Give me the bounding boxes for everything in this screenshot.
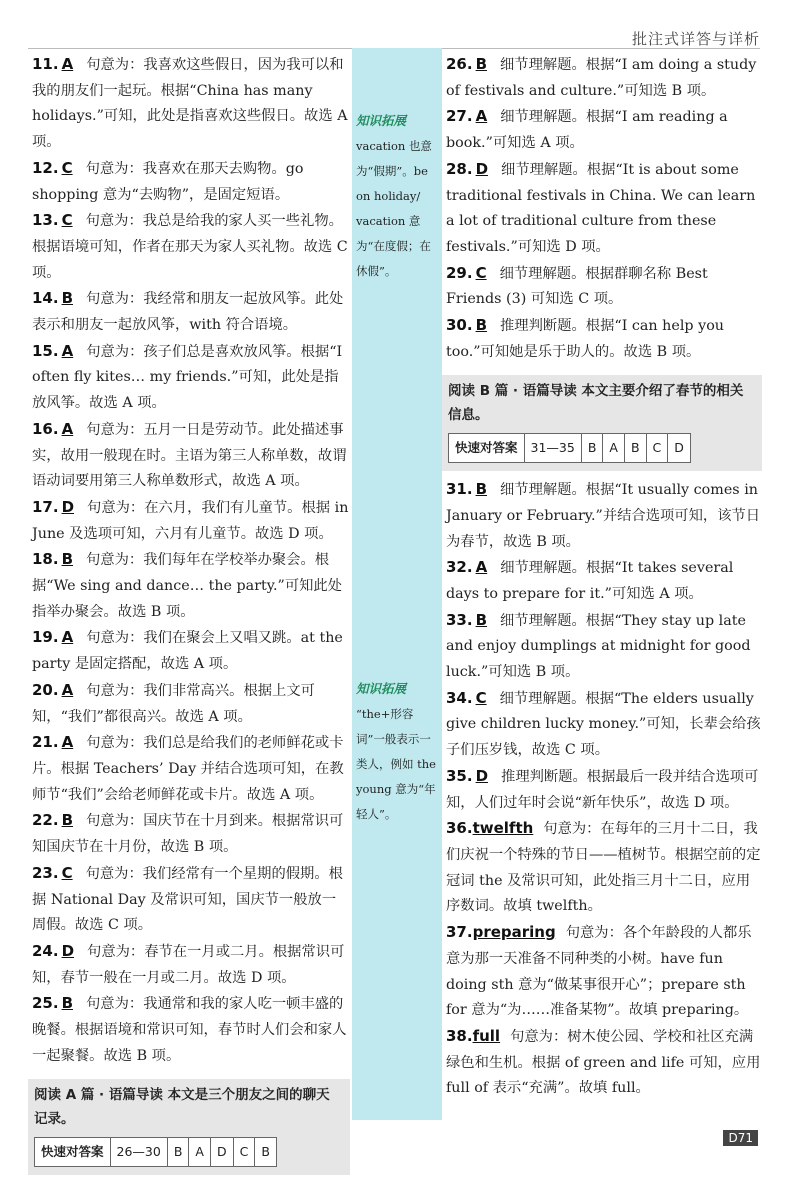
answer-key: B [61, 994, 74, 1013]
explanation-text: 句意为：我们总是给我们的老师鲜花或卡片。根据 Teachers’ Day 并结合选项可知，在教师节“我们”会给老师鲜花或卡片。故选 A 项。 [32, 735, 344, 803]
answer-key: B [475, 316, 488, 335]
answer-key: D [475, 766, 489, 785]
question-number: 30. [446, 316, 473, 335]
answer-item [446, 686, 762, 764]
answer-key: B [475, 480, 488, 499]
left-answer-list [32, 52, 350, 1069]
reading-a-title: 阅读 A 篇 · 语篇导读 本文是三个朋友之间的聊天记录。 [34, 1087, 330, 1128]
answer-item [32, 730, 350, 808]
answer-item [32, 417, 350, 495]
answer-key: B [475, 610, 488, 629]
answer-key: A [61, 341, 74, 360]
answer-item [32, 625, 350, 677]
reading-a-box [28, 1079, 350, 1175]
question-number: 36. [446, 819, 473, 838]
reading-b-box [442, 375, 762, 471]
question-number: 14. [32, 289, 59, 308]
question-number: 26. [446, 55, 473, 73]
note-tag: 知识拓展 [356, 681, 407, 696]
question-number: 27. [446, 107, 473, 126]
answer-item [32, 991, 350, 1069]
answer-item [446, 261, 762, 313]
explanation-text: 句意为：树木使公园、学校和社区充满绿色和生机。根据 of green and life 可知，应用 full of 表示“充满”。故填 full。 [446, 1028, 761, 1097]
answer-item [32, 286, 350, 338]
answer-item [32, 861, 350, 939]
answer-range: 31—35 [524, 434, 581, 463]
answer-cell: C [646, 434, 668, 463]
answer-cell: A [603, 434, 625, 463]
explanation-text: 细节理解题。根据群聊名称 Best Friends (3) 可知选 C 项。 [446, 265, 708, 308]
answer-key: B [475, 55, 488, 73]
explanation-text: 句意为：我们经常有一个星期的假期。根据 National Day 及常识可知，国庆节一般放一周假。故选 C 项。 [32, 865, 343, 934]
answer-item [32, 939, 350, 991]
answer-key: C [61, 158, 73, 177]
answer-item [446, 764, 762, 816]
answer-item [32, 208, 350, 286]
question-number: 32. [446, 558, 473, 577]
answer-key: A [475, 107, 488, 126]
answer-item [446, 920, 762, 1024]
answer-key: D [61, 941, 75, 960]
explanation-text: 句意为：我通常和我的家人吃一顿丰盛的晚餐。根据语境和常识可知，春节时人们会和家人一起聚餐。故选 B 项。 [32, 996, 347, 1064]
explanation-text: 句意为：我喜欢在那天去购物。go shopping 意为“去购物”，是固定短语。 [32, 160, 304, 203]
explanation-text: 推理判断题。根据最后一段并结合选项可知，人们过年时会说“新年快乐”，故选 D 项。 [446, 768, 759, 811]
explanation-text: 细节理解题。根据“It is about some traditional festivals in China. We can learn a lot of traditional culture from these festivals.”可知选 D 项。 [446, 161, 756, 255]
answer-key: A [61, 419, 74, 438]
reading-b-answer-table [448, 433, 691, 463]
answer-key: C [61, 211, 73, 230]
question-number: 34. [446, 688, 473, 707]
explanation-text: 细节理解题。根据“The elders usually give children lucky money.”可知，长辈会给孩子们压岁钱，故选 C 项。 [446, 690, 761, 759]
question-number: 18. [32, 550, 59, 569]
explanation-text: 句意为：我经常和朋友一起放风筝。此处表示和朋友一起放风筝，with 符合语境。 [32, 291, 344, 334]
answer-key: full [472, 1026, 501, 1045]
answer-key: A [61, 55, 74, 73]
answer-cell: B [167, 1138, 189, 1167]
answer-item [446, 104, 762, 156]
note-text: vacation 也意为“假期”。be on holiday/ vacation 意为“在度假；在休假”。 [356, 139, 432, 278]
answer-item [32, 678, 350, 730]
answer-key: C [475, 688, 487, 707]
question-number: 33. [446, 610, 473, 629]
answer-item [446, 477, 762, 555]
question-number: 13. [32, 211, 59, 230]
explanation-text: 句意为：我们非常高兴。根据上文可知，“我们”都很高兴。故选 A 项。 [32, 682, 315, 725]
question-number: 25. [32, 994, 59, 1013]
explanation-text: 句意为：在每年的三月十二日，我们庆祝一个特殊的节日——植树节。根据空前的定冠词 the 及常识可知，此处指三月十二日，应用序数词。故填 twelfth。 [446, 821, 761, 915]
question-number: 24. [32, 941, 59, 960]
explanation-text: 细节理解题。根据“It takes several days to prepare for it.”可知选 A 项。 [446, 560, 734, 602]
answer-item [446, 157, 762, 261]
explanation-text: 句意为：各个年龄段的人都乐意为那一天准备不同种类的小树。have fun doing sth 意为“做某事很开心”；prepare sth for 意为“为……准备某物”。故填 preparing。 [446, 925, 752, 1019]
explanation-text: 句意为：孩子们总是喜欢放风筝。根据“I often fly kites… my friends.”可知，此处是指放风筝。故选 A 项。 [32, 343, 343, 412]
explanation-text: 推理判断题。根据“I can help you too.”可知她是乐于助人的。故选 B 项。 [446, 318, 725, 360]
question-number: 22. [32, 811, 59, 830]
answer-cell: C [233, 1138, 255, 1167]
answer-cell: A [189, 1138, 211, 1167]
question-number: 12. [32, 158, 59, 177]
answer-key: B [61, 811, 74, 830]
quick-answer-label: 快速对答案 [449, 434, 525, 463]
question-number: 31. [446, 480, 473, 499]
question-number: 21. [32, 733, 59, 752]
explanation-text: 句意为：在六月，我们有儿童节。根据 in June 及选项可知，六月有儿童节。故选 D 项。 [32, 499, 349, 542]
note-text: “the+形容词”一般表示一类人，例如 the young 意为“年轻人”。 [356, 707, 436, 821]
explanation-text: 句意为：国庆节在十月到来。根据常识可知国庆节在十月份，故选 B 项。 [32, 813, 344, 856]
explanation-text: 细节理解题。根据“I am reading a book.”可知选 A 项。 [446, 109, 728, 152]
answer-key: preparing [472, 923, 556, 942]
right-answer-list-2 [446, 477, 762, 1102]
answer-item [32, 547, 350, 625]
reading-a-answer-table [34, 1137, 277, 1167]
answer-item [446, 816, 762, 920]
answer-item [446, 313, 762, 365]
question-number: 11. [32, 55, 59, 73]
answer-item [446, 608, 762, 686]
answer-key: C [475, 263, 487, 282]
explanation-text: 句意为：五月一日是劳动节。此处描述事实，故用一般现在时。主语为第三人称单数，故谓语动词要用第三人称单数形式，故选 A 项。 [32, 421, 347, 490]
question-number: 35. [446, 766, 473, 785]
question-number: 38. [446, 1026, 473, 1045]
answer-key: A [61, 680, 74, 699]
explanation-text: 句意为：我总是给我的家人买一些礼物。根据语境可知，作者在那天为家人买礼物。故选 C 项。 [32, 213, 348, 281]
answer-item [32, 339, 350, 417]
answer-item [32, 52, 350, 156]
question-number: 19. [32, 628, 59, 647]
answer-key: D [61, 497, 75, 516]
answer-cell: B [624, 434, 646, 463]
answer-item [32, 156, 350, 208]
explanation-text: 细节理解题。根据“I am doing a study of festivals and culture.”可知选 B 项。 [446, 57, 757, 99]
knowledge-note-2 [356, 676, 440, 827]
explanation-text: 句意为：我们每年在学校举办聚会。根据“We sing and dance… the party.”可知此处指举办聚会。故选 B 项。 [32, 552, 343, 620]
explanation-text: 细节理解题。根据“They stay up late and enjoy dumplings at midnight for good luck.”可知选 B 项。 [446, 612, 751, 681]
question-number: 17. [32, 497, 59, 516]
question-number: 37. [446, 923, 473, 942]
answer-key: A [61, 628, 74, 647]
question-number: 29. [446, 263, 473, 282]
left-column [32, 52, 350, 1181]
explanation-text: 句意为：春节在一月或二月。根据常识可知，春节一般在一月或二月。故选 D 项。 [32, 943, 345, 986]
right-column [446, 52, 762, 1102]
answer-item [32, 808, 350, 860]
quick-answer-label: 快速对答案 [35, 1138, 111, 1167]
answer-key: B [61, 289, 74, 308]
explanation-text: 句意为：我们在聚会上又唱又跳。at the party 是固定搭配，故选 A 项。 [32, 630, 343, 673]
answer-key: D [475, 159, 489, 178]
question-number: 16. [32, 419, 59, 438]
answer-item [446, 555, 762, 607]
answer-item [32, 495, 350, 547]
question-number: 20. [32, 680, 59, 699]
question-number: 28. [446, 159, 473, 178]
answer-item [446, 52, 762, 104]
page-number: D71 [723, 1130, 758, 1146]
answer-range: 26—30 [110, 1138, 167, 1167]
answer-key: A [475, 558, 488, 577]
explanation-text: 细节理解题。根据“It usually comes in January or February.”并结合选项可知，该节日为春节，故选 B 项。 [446, 482, 761, 550]
reading-b-title: 阅读 B 篇 · 语篇导读 本文主要介绍了春节的相关信息。 [448, 383, 744, 424]
knowledge-note-1 [356, 108, 440, 284]
answer-key: B [61, 550, 74, 569]
question-number: 23. [32, 863, 59, 882]
answer-key: twelfth [472, 819, 534, 838]
answer-cell: B [255, 1138, 277, 1167]
question-number: 15. [32, 341, 59, 360]
answer-cell: B [581, 434, 603, 463]
answer-key: C [61, 863, 73, 882]
answer-item [446, 1024, 762, 1102]
note-tag: 知识拓展 [356, 113, 407, 128]
page-header-title: 批注式详答与详析 [631, 30, 760, 48]
answer-cell: D [668, 434, 691, 463]
answer-cell: D [210, 1138, 233, 1167]
right-answer-list-1 [446, 52, 762, 365]
explanation-text: 句意为：我喜欢这些假日，因为我可以和我的朋友们一起玩。根据“China has many holidays.”可知，此处是指喜欢这些假日。故选 A 项。 [32, 57, 348, 151]
answer-key: A [61, 733, 74, 752]
